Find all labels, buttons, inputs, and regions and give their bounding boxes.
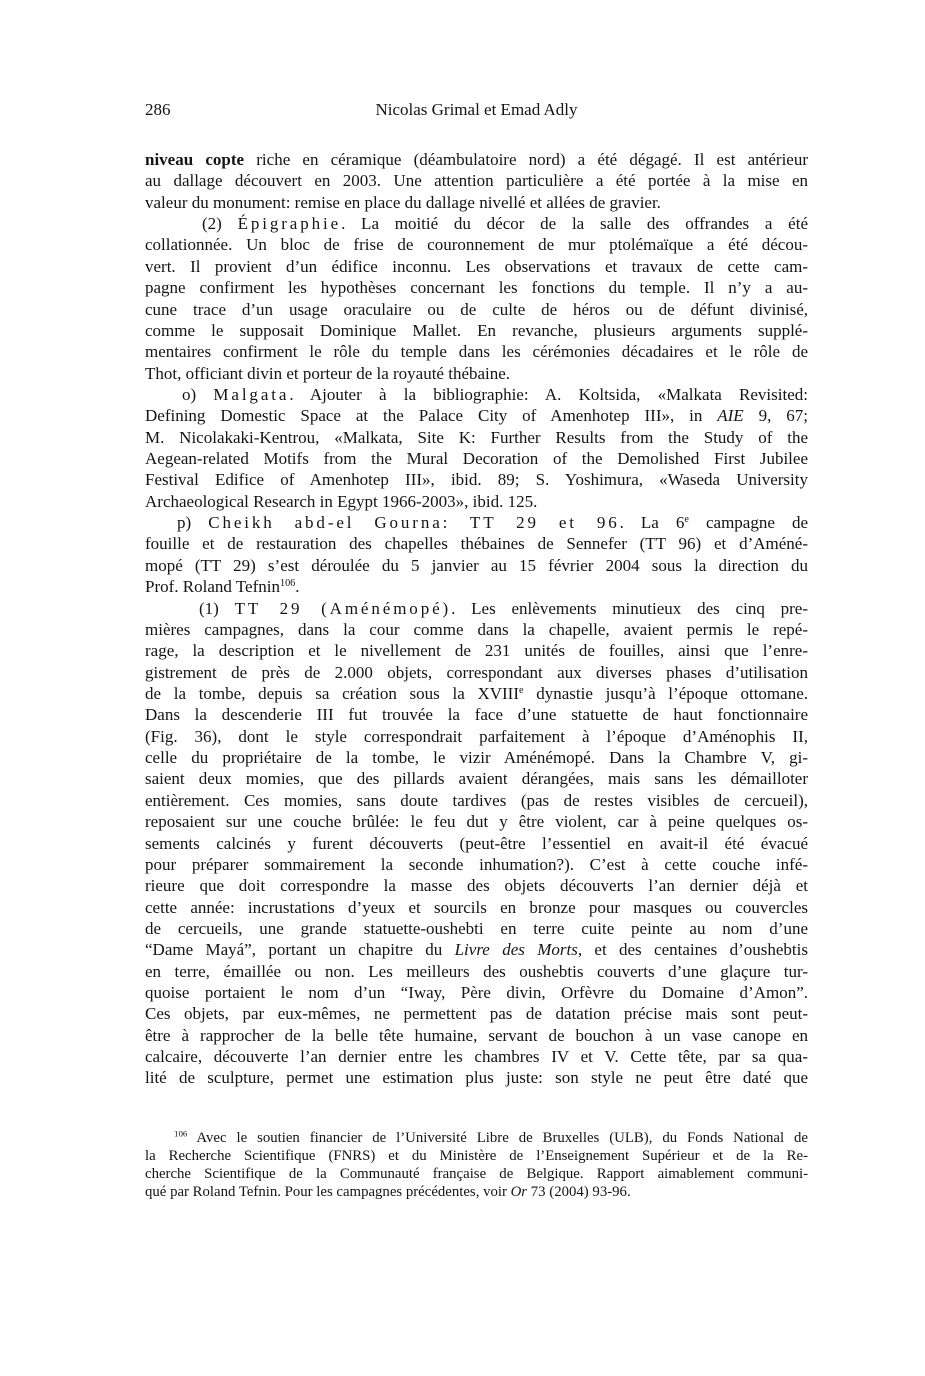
text-line: rage, la description et le nivellement de 231 unités de fouilles, ainsi que l’enre- <box>145 641 808 661</box>
text-run: . <box>295 577 300 597</box>
text-line <box>145 683 808 704</box>
footnote-line <box>145 1129 808 1147</box>
text-line: (Fig. 36), dont le style correspondrait parfaitement à l’époque d’Aménophis II, <box>145 726 808 746</box>
section-number: (2) <box>202 214 238 234</box>
ordinal-superscript: e <box>684 514 689 525</box>
text-line: M. Nicolakaki-Kentrou, «Malkata, Site K: Further Results from the Study of the <box>145 427 808 447</box>
journal-abbrev: Or <box>510 1184 528 1200</box>
paragraph-continuation <box>145 149 808 213</box>
text-line: mières campagnes, dans la cour comme dans la chapelle, avaient permis le repé- <box>145 619 808 639</box>
text-run: . Ajouter à la bibliographie: A. Koltsida, «Malkata Revisited: <box>289 384 808 404</box>
text-line: quoise portaient le nom d’un “Iway, Père divin, Orfèvre du Domaine d’Amon”. <box>145 983 808 1003</box>
footnote-line: cherche Scientifique de la Communauté française de Belgique. Rapport aimablement communi- <box>145 1166 808 1182</box>
text-line <box>145 213 808 234</box>
footnote-106 <box>145 1129 808 1201</box>
text-run: . La 6 <box>619 513 685 533</box>
text-run: campagne de <box>688 513 808 533</box>
text-run: riche en céramique (déambulatoire nord) a été dégagé. Il est antérieur <box>244 150 809 169</box>
text-line: valeur du monument: remise en place du dallage nivellé et allées de gravier. <box>145 192 661 212</box>
text-run: qué par Roland Tefnin. Pour les campagnes précédentes, voir <box>145 1184 511 1200</box>
text-line: saient deux momies, que des pillards avaient dérangées, mais sans les démailloter <box>145 769 808 789</box>
section-heading: Malgata <box>213 384 290 404</box>
text-run: . Les enlèvements minutieux des cinq pre- <box>451 598 809 618</box>
main-text <box>145 149 808 1089</box>
text-line: comme le supposait Dominique Mallet. En revanche, plusieurs arguments supplé- <box>145 320 808 340</box>
section-letter: o) <box>182 384 214 404</box>
text-run: Prof. Roland Tefnin <box>145 577 280 597</box>
text-line: entièrement. Ces momies, sans doute tardives (pas de restes visibles de cercueil), <box>145 790 808 810</box>
text-line <box>145 405 808 426</box>
paragraph-cheikh-abd-el-gourna <box>145 512 808 597</box>
text-line <box>145 149 808 170</box>
paragraph-epigraphie <box>145 213 808 384</box>
text-line: reposaient sur une couche brûlée: le feu dut y être violent, car à peine quelques os- <box>145 812 808 832</box>
paragraph-malgata <box>145 384 808 512</box>
text-line: au dallage découvert en 2003. Une attention particulière a été portée à la mise en <box>145 171 808 191</box>
text-line: Dans la descenderie III fut trouvée la face d’une statuette de haut fonctionnaire <box>145 705 808 725</box>
text-run: 73 (2004) 93-96. <box>527 1184 631 1200</box>
text-line: fouille et de restauration des chapelles thébaines de Sennefer (TT 96) et d’Améné- <box>145 534 808 554</box>
text-line: Thot, officiant divin et porteur de la royauté thébaine. <box>145 363 511 383</box>
text-line: mopé (TT 29) s’est déroulée du 5 janvier au 15 février 2004 sous la direction du <box>145 555 808 575</box>
text-line: de cercueils, une grande statuette-oushebti en terre cuite peinte au nom d’une <box>145 918 808 938</box>
text-run: 9, 67; <box>743 406 808 426</box>
text-line <box>145 576 808 597</box>
section-number: (1) <box>199 598 235 618</box>
paragraph-tt29 <box>145 598 808 1089</box>
footnote-line: la Recherche Scientifique (FNRS) et du Ministère de l’Enseignement Supérieur et de la Re- <box>145 1148 808 1164</box>
footnote-reference[interactable]: 106 <box>279 578 296 590</box>
text-line <box>145 512 808 533</box>
text-line: lité de sculpture, permet une estimation plus juste: son style ne peut être daté que <box>145 1068 808 1088</box>
text-line: celle du propriétaire de la tombe, le vizir Aménémopé. Dans la Chambre V, gi- <box>145 748 808 768</box>
text-line: Aegean-related Motifs from the Mural Decoration of the Demolished First Jubilee <box>145 449 808 469</box>
text-run: “Dame Mayá”, portant un chapitre du <box>145 940 455 960</box>
text-line: Ces objets, par eux-mêmes, ne permettent pas de datation précise mais sont peut- <box>145 1004 808 1024</box>
section-letter: p) <box>177 513 209 533</box>
bold-term: niveau copte <box>145 150 245 169</box>
text-line: vert. Il provient d’un édifice inconnu. Les observations et travaux de cette cam- <box>145 256 808 276</box>
text-line: calcaire, découverte l’an dernier entre les chambres IV et V. Cette tête, par sa qua- <box>145 1047 808 1067</box>
running-title: Nicolas Grimal et Emad Adly <box>375 100 578 119</box>
text-line: Archaeological Research in Egypt 1966-2003», ibid. 125. <box>145 491 538 511</box>
text-line: en terre, émaillée ou non. Les meilleurs des oushebtis couverts d’une glaçure tur- <box>145 961 808 981</box>
text-line: rieure que doit correspondre la masse des objets découverts l’an dernier déjà et <box>145 876 808 896</box>
text-line: pagne confirment les hypothèses concernant les fonctions du temple. Il n’y a au- <box>145 278 808 298</box>
ordinal-superscript: e <box>518 684 524 696</box>
text-line: cune trace d’un usage oraculaire ou de culte de héros ou de défunt divinisé, <box>145 299 808 319</box>
section-heading: Épigraphie <box>237 214 342 234</box>
text-line: pour préparer sommairement la seconde inhumation?). C’est à cette couche infé- <box>145 854 808 874</box>
text-run: dynastie jusqu’à l’époque ottomane. <box>523 683 808 703</box>
text-run: Defining Domestic Space at the Palace City of Amenhotep III», in <box>145 406 718 426</box>
book-title: Livre des Morts <box>454 940 578 960</box>
page-number: 286 <box>145 100 171 119</box>
text-line <box>145 598 808 619</box>
text-line <box>145 384 808 405</box>
section-heading: TT 29 (Aménémopé) <box>234 598 452 618</box>
text-line: mentaires confirment le rôle du temple dans les cérémonies décadaires et le rôle de <box>145 342 808 362</box>
text-line: Festival Edifice of Amenhotep III», ibid. 89; S. Yoshimura, «Waseda University <box>145 470 808 490</box>
text-line: être à rapprocher de la belle tête humaine, servant de bouchon à un vase canope en <box>145 1025 808 1045</box>
text-run: de la tombe, depuis sa création sous la XVIII <box>145 683 519 703</box>
footnote-line <box>145 1183 808 1201</box>
text-run: Avec le soutien financier de l’Université Libre de Bruxelles (ULB), du Fonds National de <box>187 1130 808 1146</box>
text-line: cette année: incrustations d’yeux et sourcils en bronze pour masques ou couvercles <box>145 897 808 917</box>
text-run: , et des centaines d’oushebtis <box>577 940 808 960</box>
text-line: sements calcinés y furent découverts (peut-être l’essentiel en avait-il été évacué <box>145 833 808 853</box>
journal-abbrev: AIE <box>717 406 744 426</box>
text-line <box>145 939 808 960</box>
text-line: gistrement de près de 2.000 objets, correspondant aux diverses phases d’utilisation <box>145 662 808 682</box>
footnote-number: 106 <box>174 1128 188 1139</box>
section-heading: Cheikh abd-el Gourna: TT 29 et 96 <box>208 513 620 533</box>
text-line: collationnée. Un bloc de frise de couronnement de mur ptolémaïque a été décou- <box>145 235 808 255</box>
text-run: . La moitié du décor de la salle des offrandes a été <box>341 214 808 234</box>
